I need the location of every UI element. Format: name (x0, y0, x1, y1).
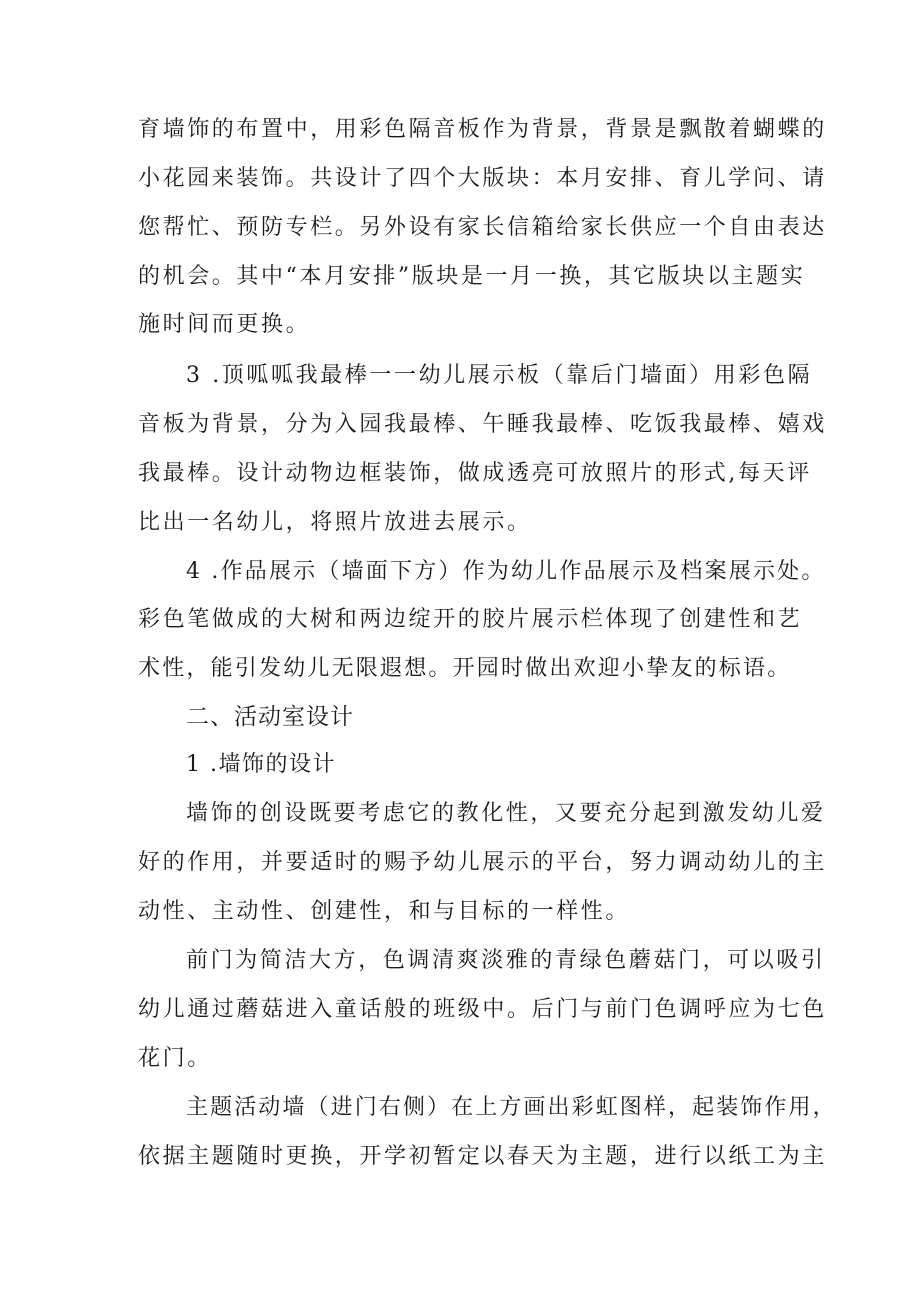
paragraph-line: 墙饰的创设既要考虑它的教化性，又要充分起到激发幼儿爱 (186, 801, 826, 826)
paragraph-line: 小花园来装饰。共设计了四个大版块：本月安排、育儿学问、请 (138, 166, 827, 191)
paragraph-line: 4 .作品展示（墙面下方）作为幼儿作品展示及档案展示处。 (186, 559, 826, 584)
paragraph-line: 您帮忙、预防专栏。另外设有家长信箱给家长供应一个自由表达 (138, 215, 827, 240)
paragraph-line: 花门。 (138, 1046, 212, 1071)
paragraph-line: 音板为背景，分为入园我最棒、午睡我最棒、吃饭我最棒、嬉戏 (138, 412, 827, 437)
section-heading: 二、活动室设计 (186, 704, 354, 730)
paragraph-line: 3 .顶呱呱我最棒一一幼儿展示板（靠后门墙面）用彩色隔 (186, 363, 813, 388)
paragraph-line: 育墙饰的布置中，用彩色隔音板作为背景，背景是飘散着蝴蝶的 (138, 117, 827, 142)
subsection-heading: 1 .墙饰的设计 (186, 752, 336, 777)
paragraph-line: 前门为简洁大方，色调清爽淡雅的青绿色蘑菇门，可以吸引 (186, 948, 826, 973)
paragraph-line: 好的作用，并要适时的赐予幼儿展示的平台，努力调动幼儿的主 (138, 850, 827, 875)
paragraph-line: 彩色笔做成的大树和两边绽开的胶片展示栏体现了创建性和艺 (138, 607, 803, 632)
paragraph-line: 施时间而更换。 (138, 312, 311, 337)
paragraph-line: 比出一名幼儿，将照片放进去展示。 (138, 510, 532, 535)
paragraph-line: 主题活动墙（进门右侧）在上方画出彩虹图样，起装饰作用， (186, 1095, 837, 1120)
paragraph-line: 依据主题随时更换，开学初暂定以春天为主题，进行以纸工为主 (138, 1144, 827, 1169)
paragraph-line: 术性，能引发幼儿无限遐想。开园时做出欢迎小挚友的标语。 (138, 656, 792, 681)
paragraph-line: 幼儿通过蘑菇进入童话般的班级中。后门与前门色调呼应为七色 (138, 997, 827, 1022)
paragraph-line: 我最棒。设计动物边框装饰，做成透亮可放照片的形式,每天评 (138, 461, 812, 486)
paragraph-line: 的机会。其中“本月安排”版块是一月一换，其它版块以主题实 (138, 264, 806, 289)
paragraph-line: 动性、主动性、创建性，和与目标的一样性。 (138, 899, 631, 924)
